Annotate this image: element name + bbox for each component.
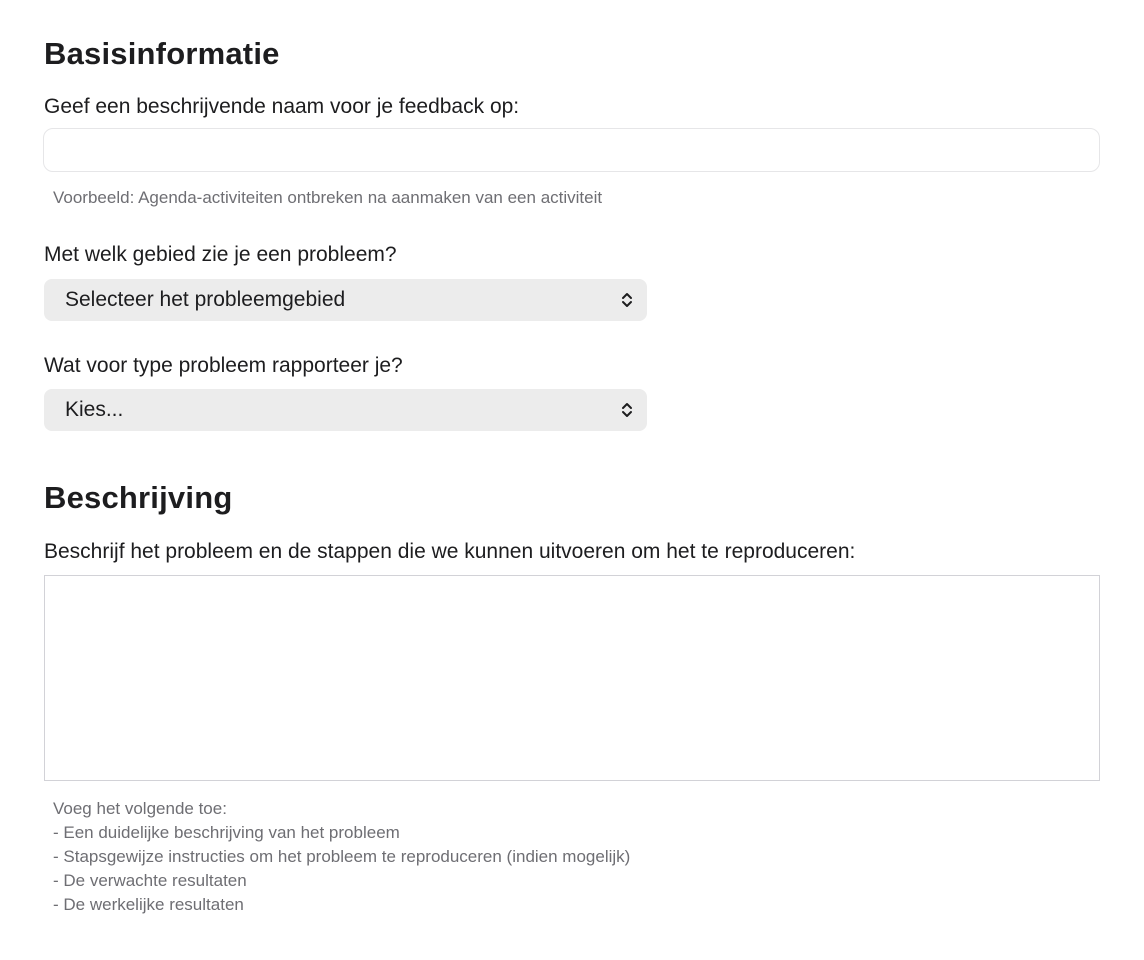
help-line: - De verwachte resultaten <box>53 871 247 890</box>
description-help <box>53 797 630 917</box>
chevron-up-down-icon <box>620 290 634 310</box>
feedback-name-input[interactable] <box>43 128 1100 172</box>
problem-area-selected-value: Selecteer het probleemgebied <box>65 288 346 311</box>
problem-area-select[interactable] <box>44 279 647 321</box>
problem-type-selected-value: Kies... <box>65 398 124 421</box>
help-line: - Een duidelijke beschrijving van het probleem <box>53 823 400 842</box>
problem-area-label: Met welk gebied zie je een probleem? <box>44 243 397 266</box>
basic-info-heading: Basisinformatie <box>44 36 280 71</box>
description-textarea[interactable] <box>44 575 1100 781</box>
chevron-up-down-icon <box>620 400 634 420</box>
problem-type-label: Wat voor type probleem rapporteer je? <box>44 354 403 377</box>
help-line: - Stapsgewijze instructies om het probleem te reproduceren (indien mogelijk) <box>53 847 631 866</box>
problem-type-select[interactable] <box>44 389 647 431</box>
feedback-name-label: Geef een beschrijvende naam voor je feedback op: <box>44 95 520 118</box>
feedback-name-hint: Voorbeeld: Agenda-activiteiten ontbreken na aanmaken van een activiteit <box>53 188 603 207</box>
help-line: - De werkelijke resultaten <box>53 895 244 914</box>
description-label: Beschrijf het probleem en de stappen die we kunnen uitvoeren om het te reproduceren: <box>44 540 856 563</box>
help-line: Voeg het volgende toe: <box>53 799 227 818</box>
description-heading: Beschrijving <box>44 480 233 515</box>
